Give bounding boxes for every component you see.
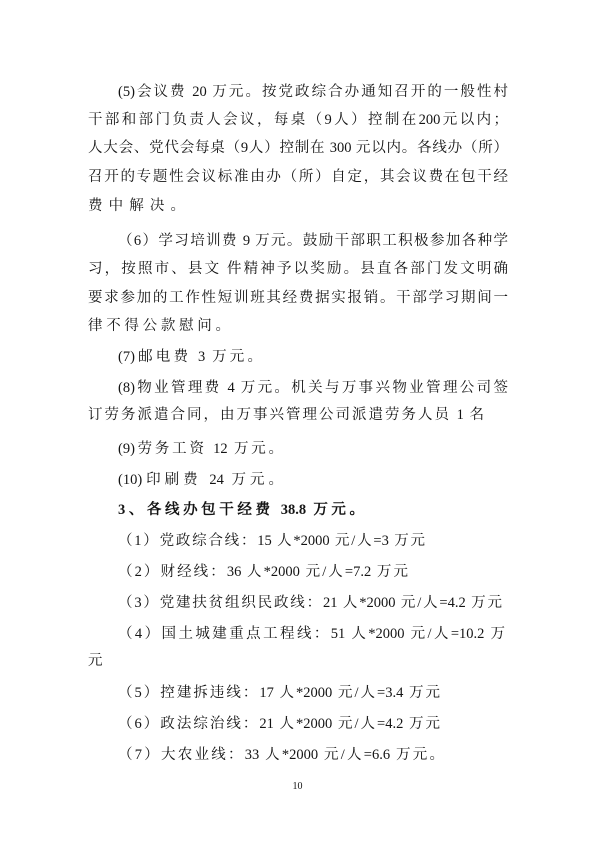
- paragraph-line: 干部和部门负责人会议，每桌（9人）控制在200元以内；: [88, 112, 508, 128]
- paragraph-line: (10)印刷费 24 万元。: [118, 472, 283, 488]
- paragraph-line: 习，按照市、县文 件精神予以奖励。县直各部门发文明确: [88, 261, 508, 277]
- line-budget-item: （7）大农业线：33 人*2000 元/人=6.6 万元。: [118, 747, 444, 763]
- section-heading: 3、各线办包干经费 38.8 万元。: [118, 502, 364, 518]
- line-budget-item: （5）控建拆违线：17 人*2000 元/人=3.4 万元: [118, 685, 440, 701]
- paragraph-line: (9)劳务工资 12 万元。: [118, 441, 283, 457]
- paragraph-line: 要求参加的工作性短训班其经费据实报销。干部学习期间一: [88, 290, 508, 306]
- paragraph-line: 费中解决。: [88, 198, 185, 214]
- line-budget-item: （1）党政综合线：15 人*2000 元/人=3 万元: [118, 533, 425, 549]
- paragraph-line: (7)邮电费 3 万元。: [118, 349, 262, 365]
- paragraph-line: （6）学习培训费 9 万元。鼓励干部职工积极参加各种学: [118, 233, 508, 249]
- paragraph-line: 人大会、党代会每桌（9人）控制在 300 元以内。各线办（所）: [88, 140, 508, 156]
- line-budget-item: （4）国土城建重点工程线：51 人*2000 元/人=10.2 万: [118, 626, 505, 642]
- paragraph-line: 律不得公款慰问。: [88, 318, 230, 334]
- line-budget-item: （3）党建扶贫组织民政线：21 人*2000 元/人=4.2 万元: [118, 595, 502, 611]
- page-number: 10: [292, 781, 303, 792]
- paragraph-line: (5)会议费 20 万元。按党政综合办通知召开的一般性村: [118, 84, 508, 100]
- paragraph-line: 订劳务派遣合同，由万事兴管理公司派遣劳务人员 1 名: [88, 407, 484, 423]
- line-budget-item: （6）政法综治线：21 人*2000 元/人=4.2 万元: [118, 716, 440, 732]
- line-budget-item-continuation: 元: [88, 653, 103, 669]
- paragraph-line: (8)物业管理费 4 万元。机关与万事兴物业管理公司签: [118, 380, 508, 396]
- paragraph-line: 召开的专题性会议标准由办（所）自定，其会议费在包干经: [88, 169, 508, 185]
- line-budget-item: （2）财经线：36 人*2000 元/人=7.2 万元: [118, 564, 408, 580]
